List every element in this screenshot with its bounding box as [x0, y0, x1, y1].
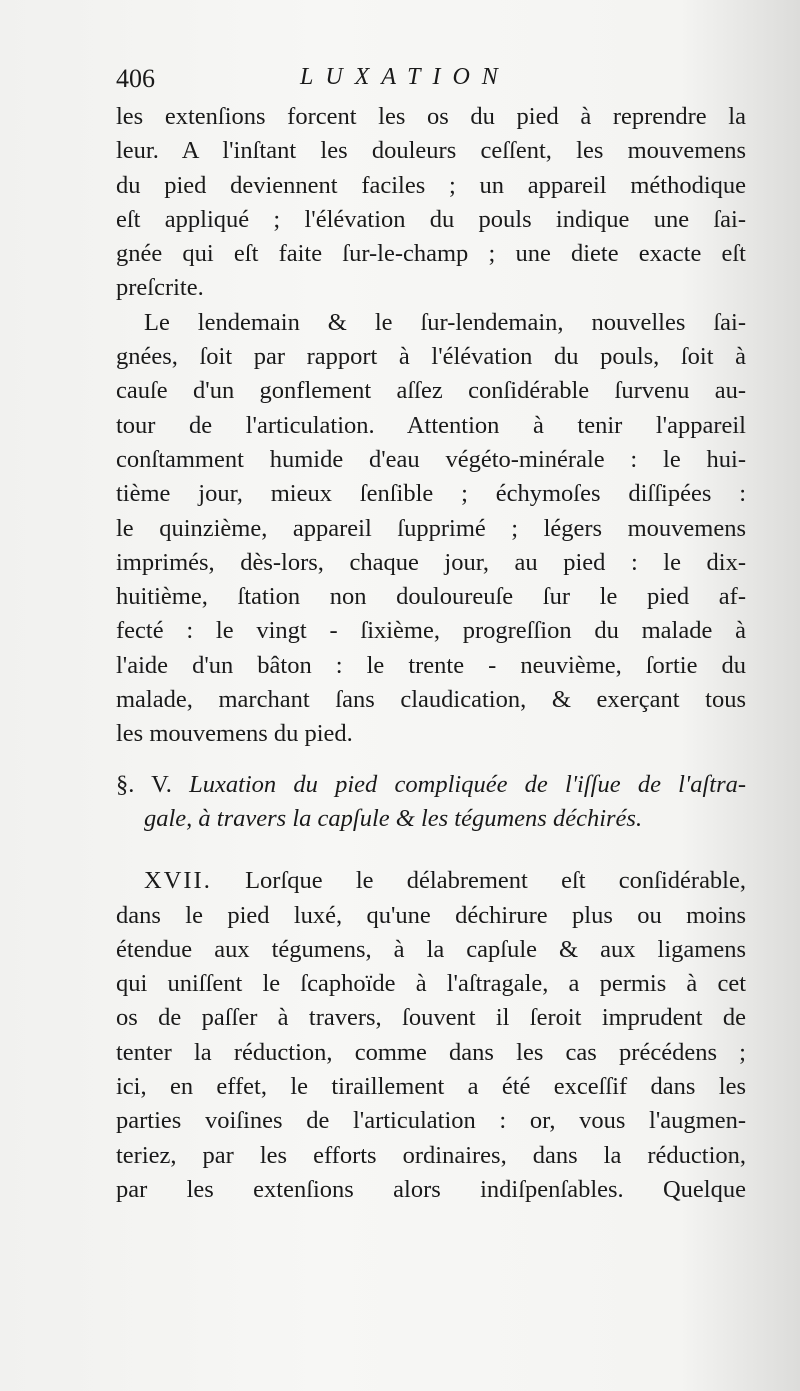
body-text: [116, 100, 746, 1207]
section-heading: [116, 768, 746, 837]
text-line: gnées, ſoit par rapport à l'élévation du pouls, ſoit à: [116, 343, 746, 371]
text-line: [116, 864, 746, 898]
paragraph-1: [116, 100, 746, 306]
page-number: 406: [116, 64, 155, 93]
section-heading-line: gale, à travers la capſule & les tégumens déchirés.: [144, 804, 643, 832]
text-line: les mouvemens du pied.: [116, 720, 353, 748]
text-line: gnée qui eſt faite ſur-le-champ ; une diete exacte eſt: [116, 240, 746, 268]
text-line: ici, en effet, le tiraillement a été exceſſif dans les: [116, 1073, 746, 1101]
text-line: du pied deviennent faciles ; un appareil méthodique: [116, 171, 746, 199]
text-line: preſcrite.: [116, 274, 204, 302]
text-line: les extenſions forcent les os du pied à reprendre la: [116, 103, 746, 130]
section-mark: §. V.: [116, 770, 172, 798]
text-line: imprimés, dès-lors, chaque jour, au pied : le dix-: [116, 548, 746, 576]
text-line: tième jour, mieux ſenſible ; échymoſes diſſipées :: [116, 480, 746, 508]
text-line: eſt appliqué ; l'élévation du pouls indique une ſai-: [116, 205, 746, 233]
text-line: cauſe d'un gonflement aſſez conſidérable ſurvenu au-: [116, 377, 746, 405]
text-line: parties voiſines de l'articulation : or, vous l'augmen-: [116, 1107, 746, 1135]
text-line: qui uniſſent le ſcaphoïde à l'aſtragale, a permis à cet: [116, 970, 746, 998]
section-title-part: Luxation du pied compliquée de l'iſſue de l'aſtra-: [189, 770, 746, 798]
text-line: tenter la réduction, comme dans les cas précédens ;: [116, 1038, 746, 1066]
page-header: [116, 64, 716, 96]
text-line: fecté : le vingt - ſixième, progreſſion du malade à: [116, 617, 746, 645]
text-line: os de paſſer à travers, ſouvent il ſeroit imprudent de: [116, 1004, 746, 1032]
text-line: l'aide d'un bâton : le trente - neuvième, ſortie du: [116, 651, 746, 679]
running-title: LUXATION: [300, 64, 510, 90]
text-line: huitième, ſtation non douloureuſe ſur le pied af-: [116, 583, 746, 611]
text-line: tour de l'articulation. Attention à tenir l'appareil: [116, 411, 746, 439]
text-line: le quinzième, appareil ſupprimé ; légers mouvemens: [116, 514, 746, 542]
paragraph-2: [116, 306, 746, 752]
text-line: dans le pied luxé, qu'une déchirure plus ou moins: [116, 901, 746, 929]
text-line-part: Lorſque le délabrement eſt conſidérable,: [245, 867, 746, 895]
article-numeral: XVII.: [144, 867, 212, 895]
text-line: Le lendemain & le ſur-lendemain, nouvelles ſai-: [144, 308, 746, 336]
text-line: leur. A l'inſtant les douleurs ceſſent, les mouvemens: [116, 137, 746, 165]
paragraph-3: [116, 864, 746, 1207]
text-line: teriez, par les efforts ordinaires, dans la réduction,: [116, 1141, 746, 1169]
text-line: malade, marchant ſans claudication, & exerçant tous: [116, 686, 746, 714]
section-heading-line: [116, 768, 746, 802]
text-line: étendue aux tégumens, à la capſule & aux ligamens: [116, 935, 746, 963]
text-line: par les extenſions alors indiſpenſables. Quelque: [116, 1175, 746, 1203]
text-line: conſtamment humide d'eau végéto-minérale : le hui-: [116, 445, 746, 473]
